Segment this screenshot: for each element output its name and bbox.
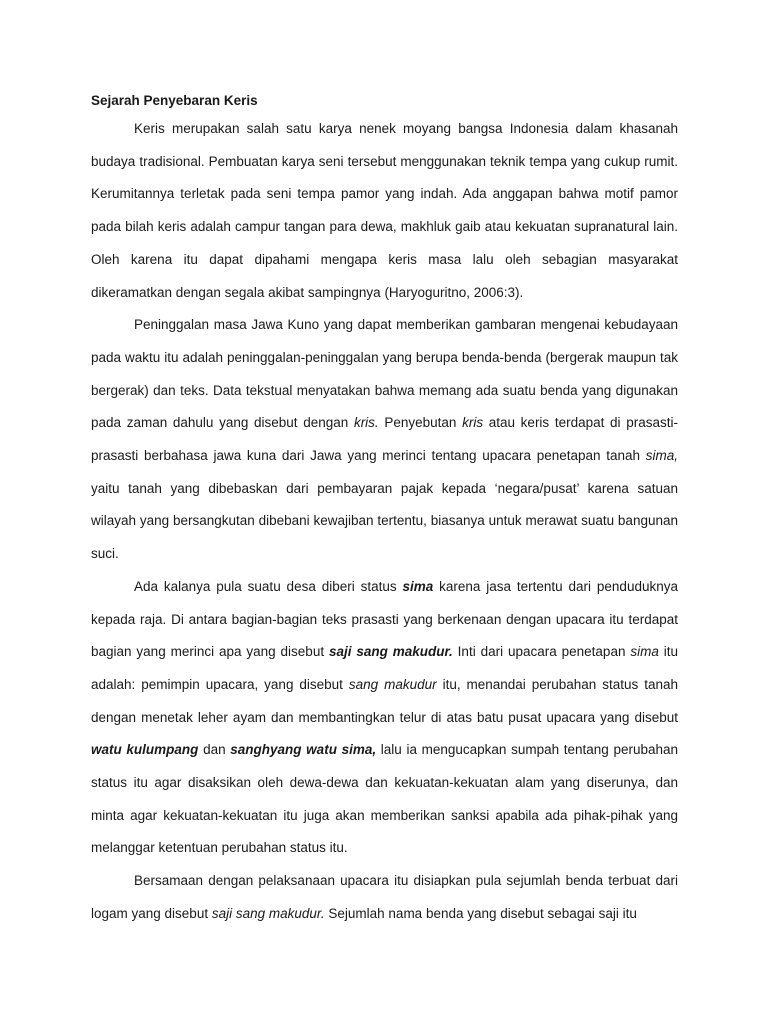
paragraph-4	[91, 865, 678, 930]
paragraph-text: Sejumlah nama benda yang disebut sebagai saji itu	[324, 905, 637, 921]
paragraph-text: yaitu tanah yang dibebaskan dari pembayaran pajak kepada ‘negara/pusat’ karena satuan wilayah yang bersangkutan dibebani kewajiban tertentu, biasanya untuk merawat suatu bangunan suci.	[91, 480, 678, 562]
paragraph-text: Ada kalanya pula suatu desa diberi status	[134, 578, 403, 594]
paragraph-text: Peninggalan masa Jawa Kuno yang dapat memberikan gambaran mengenai kebudayaan pada waktu itu adalah peninggalan-peninggalan yang berupa benda-benda (bergerak maupun tak bergerak) dan teks. Data tekstual menyatakan bahwa memang ada suatu benda yang digunakan pada zaman dahulu yang disebut dengan	[91, 317, 678, 431]
paragraph-text: Keris merupakan salah satu karya nenek moyang bangsa Indonesia dalam khasanah budaya tradisional. Pembuatan karya seni tersebut menggunakan teknik tempa yang cukup rumit. Kerumitannya terletak pada seni tempa pamor yang indah. Ada anggapan bahwa motif pamor pada bilah keris adalah campur tangan para dewa, makhluk gaib atau kekuatan supranatural lain. Oleh karena itu dapat dipahami mengapa keris masa lalu oleh sebagian masyarakat dikeramatkan dengan segala akibat sampingnya (Haryoguritno, 2006:3).	[91, 121, 678, 300]
paragraph-text: Inti dari upacara penetapan	[452, 644, 631, 660]
bold-italic-term-saji-sang-makudur: saji sang makudur.	[328, 644, 453, 660]
document-body	[91, 93, 678, 931]
italic-term-sang-makudur: sang makudur	[348, 676, 437, 692]
paragraph-text: itu, menandai perubahan status tanah dengan menetak leher ayam dan membantingkan telur di atas batu pusat upacara yang disebut	[91, 676, 678, 725]
bold-italic-term-watu-kulumpang: watu kulumpang	[91, 742, 199, 758]
paragraph-text: itu adalah: pemimpin upacara, yang disebut	[91, 644, 679, 692]
italic-term-kris: kris	[462, 415, 484, 431]
italic-term-saji-sang-makudur: saji sang makudur.	[211, 905, 325, 921]
paragraph-text: atau keris terdapat di prasasti-prasasti berbahasa jawa kuna dari Jawa yang merinci tentang upacara penetapan tanah	[91, 415, 678, 464]
paragraph-text: Penyebutan	[378, 415, 463, 431]
paragraph-text: dan	[198, 742, 231, 758]
paragraph-1	[91, 113, 678, 309]
bold-italic-term-sanghyang-watu-sima: sanghyang watu sima,	[230, 742, 377, 758]
paragraph-text: karena jasa tertentu dari penduduknya kepada raja. Di antara bagian-bagian teks prasasti yang berkenaan dengan upacara itu terdapat bagian yang merinci apa yang disebut	[91, 578, 678, 660]
paragraph-2	[91, 309, 678, 571]
italic-term-sima: sima,	[645, 448, 678, 464]
italic-term-kris: kris.	[353, 415, 379, 431]
document-title: Sejarah Penyebaran Keris	[91, 93, 258, 108]
italic-term-sima: sima	[630, 644, 659, 660]
paragraph-text: Bersamaan dengan pelaksanaan upacara itu disiapkan pula sejumlah benda terbuat dari logam yang disebut	[91, 873, 678, 921]
paragraph-text: lalu ia mengucapkan sumpah tentang perubahan status itu agar disaksikan oleh dewa-dewa dan kekuatan-kekuatan alam yang diserunya, dan minta agar kekuatan-kekuatan itu juga akan memberikan sanksi apabila ada pihak-pihak yang melanggar ketentuan perubahan status itu.	[91, 742, 679, 856]
bold-italic-term-sima: sima	[402, 578, 434, 594]
paragraph-3	[91, 571, 678, 865]
